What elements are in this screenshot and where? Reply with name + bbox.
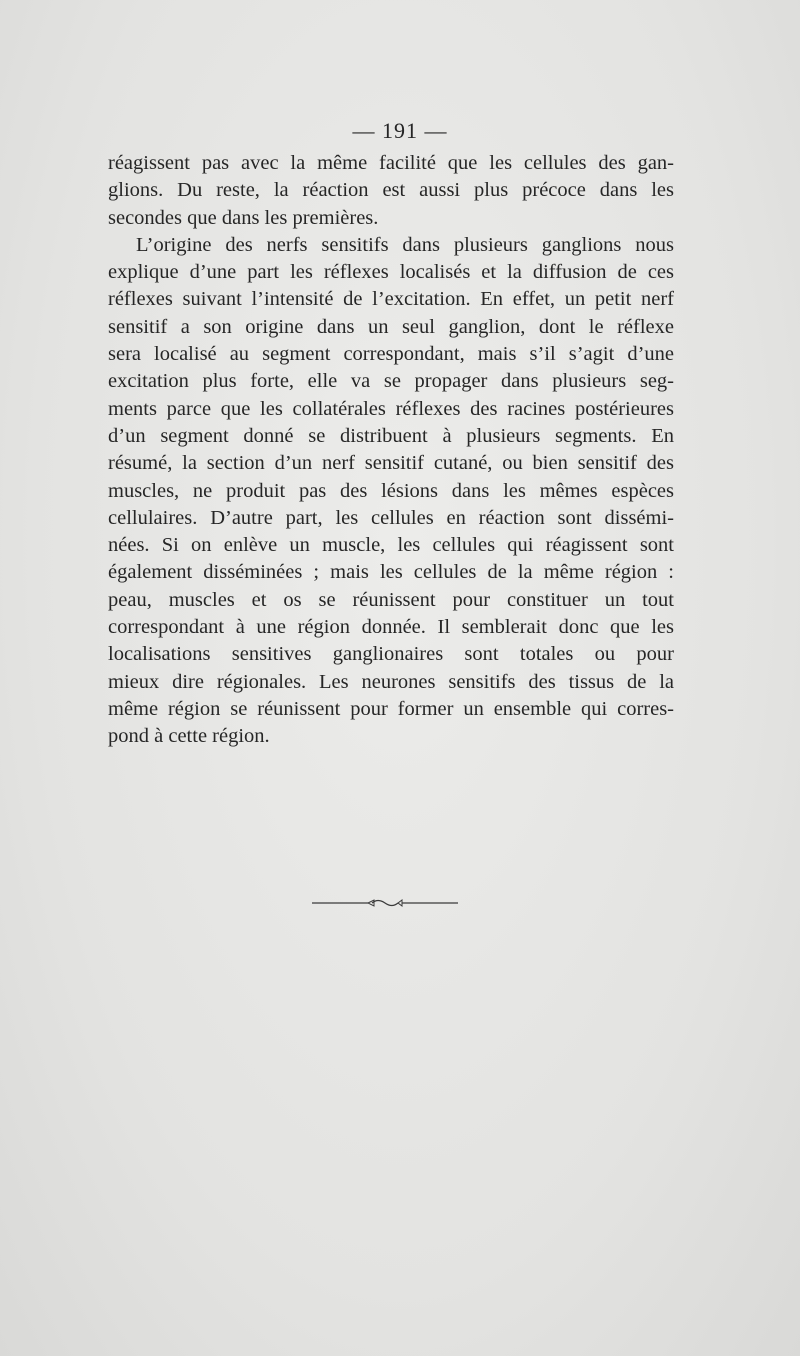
text-line: localisations sensitives ganglionaires sont totales ou pour <box>108 643 674 666</box>
text-line: résumé, la section d’un nerf sensitif cutané, ou bien sensitif des <box>108 452 674 475</box>
section-end-ornament <box>312 896 458 910</box>
text-line: peau, muscles et os se réunissent pour constituer un tout <box>108 588 674 611</box>
text-line: sensitif a son origine dans un seul ganglion, dont le réflexe <box>108 315 674 338</box>
text-line: excitation plus forte, elle va se propager dans plusieurs seg- <box>108 370 674 393</box>
page-number: — 191 — <box>352 118 448 143</box>
body-text <box>108 150 674 751</box>
text-line: même région se réunissent pour former un ensemble qui corres- <box>108 697 674 720</box>
text-line: mieux dire régionales. Les neurones sensitifs des tissus de la <box>108 670 674 693</box>
text-line: nées. Si on enlève un muscle, les cellules qui réagissent sont <box>108 534 674 557</box>
text-line: secondes que dans les premières. <box>108 206 379 229</box>
text-line: explique d’une part les réflexes localisés et la diffusion de ces <box>108 261 674 284</box>
text-line: correspondant à une région donnée. Il semblerait donc que les <box>108 616 674 639</box>
text-line: réflexes suivant l’intensité de l’excitation. En effet, un petit nerf <box>108 288 674 311</box>
text-line: sera localisé au segment correspondant, mais s’il s’agit d’une <box>108 343 674 366</box>
text-line: également disséminées ; mais les cellules de la même région : <box>108 561 674 584</box>
text-line: glions. Du reste, la réaction est aussi plus précoce dans les <box>108 179 674 202</box>
text-line: cellulaires. D’autre part, les cellules en réaction sont dissémi- <box>108 506 674 529</box>
text-line: réagissent pas avec la même facilité que les cellules des gan- <box>108 152 674 174</box>
text-line: L’origine des nerfs sensitifs dans plusieurs ganglions nous <box>136 233 674 256</box>
text-line: d’un segment donné se distribuent à plusieurs segments. En <box>108 424 674 447</box>
text-line: muscles, ne produit pas des lésions dans les mêmes espèces <box>108 479 674 502</box>
text-line: ments parce que les collatérales réflexes des racines postérieures <box>108 397 674 420</box>
text-line: pond à cette région. <box>108 725 270 748</box>
